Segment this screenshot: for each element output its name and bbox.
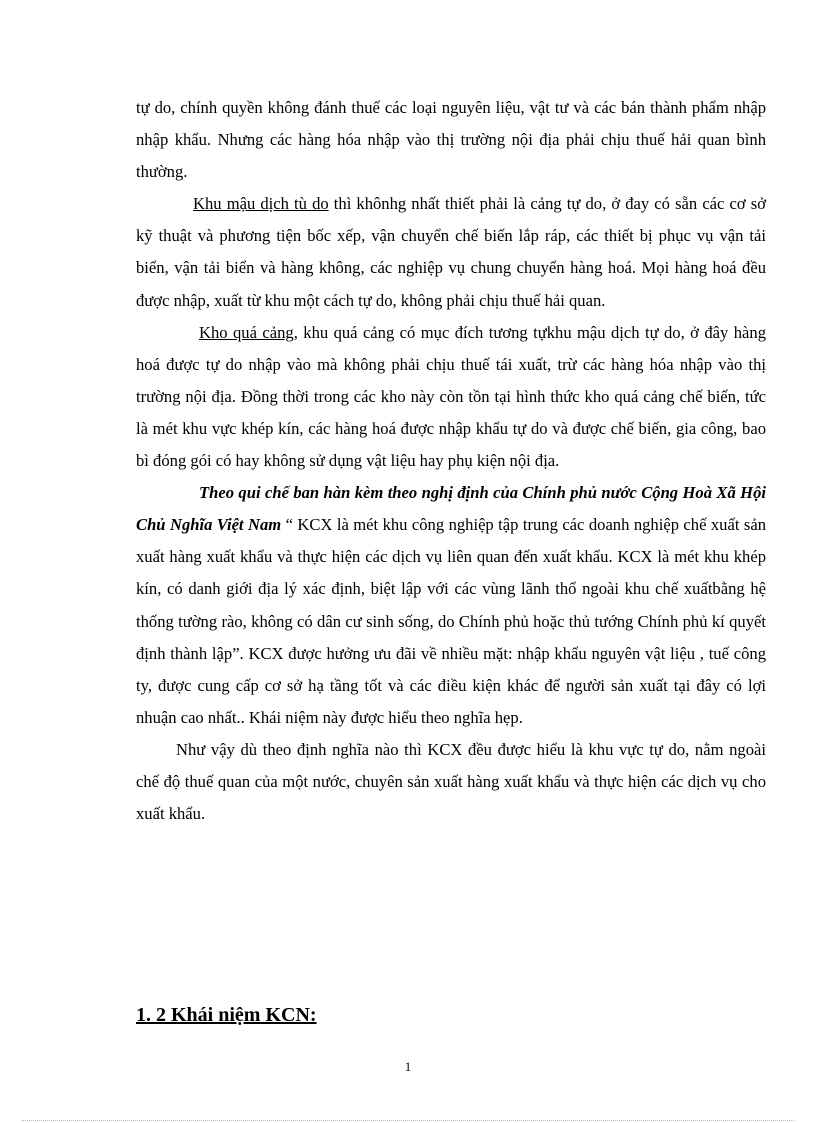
term-free-trade-zone: Khu mậu dịch tù do	[193, 194, 329, 214]
page-number: 1	[404, 1059, 412, 1074]
paragraph-regulation-definition	[136, 477, 766, 734]
paragraph-transit-warehouse	[136, 317, 766, 477]
paragraph-conclusion	[136, 734, 766, 830]
paragraph-free-port-tax	[136, 92, 766, 188]
term-transit-warehouse: Kho quá cảng	[199, 322, 294, 342]
paragraph-text: “ KCX là mét khu công nghiệp tập trung các doanh nghiệp chế xuất sản xuất hàng xuất khẩu và thực hiện các dịch vụ liên quan đến xuất khẩu. KCX là mét khu khép kín, có danh giới địa lý xác định, biệt lập với các vùng lãnh thổ ngoài khu chế xuấtbằng hệ thống tường rào, không có dân cư sinh sống, do Chính phủ hoặc thủ tướng Chính phủ kí quyết định thành lập”. KCX được hưởng ưu đãi về nhiều mặt: nhập khẩu nguyên vật liệu , tuế công ty, được cung cấp cơ sở hạ tầng tốt và các điều kiện khác để người sản xuất tại đây có lợi nhuận cao nhất.. Khái niệm này được hiểu theo nghĩa hẹp.	[136, 515, 766, 727]
section-heading: 1. 2 Khái niệm KCN:	[136, 1004, 317, 1026]
paragraph-text: Như vậy dù theo định nghĩa nào thì KCX đều được hiểu là khu vực tự do, nằm ngoài chế độ thuế quan của một nước, chuyên sản xuất hàng xuất khẩu và thực hiện các dịch vụ cho xuất khẩu.	[136, 739, 766, 824]
page-break-divider	[22, 1120, 794, 1121]
paragraph-text: , khu quá cảng có mục đích tương tựkhu mậu dịch tự do, ở đây hàng hoá được tự do nhập vào mà không phải chịu thuế tái xuất, trừ các hàng hóa nhập vào thị trường nội địa. Đồng thời trong các kho này còn tồn tại hình thức kho quá cảng chế biến, tức là mét khu vực khép kín, các hàng hoá được nhập khẩu tự do và được chế biến, gia công, bao bì đóng gói có hay không sử dụng vật liệu hay phụ kiện nội địa.	[136, 322, 766, 471]
paragraph-text: tự do, chính quyền không đánh thuế các loại nguyên liệu, vật tư và các bán thành phẩm nhập nhập khẩu. Nhưng các hàng hóa nhập vào thị trường nội địa phải chịu thuế hải quan bình thường.	[136, 98, 766, 182]
regulation-reference: Theo qui chế ban hàn kèm theo nghị định của Chính phủ nước Cộng Hoà Xã Hội Chủ Nghĩa Việt Nam	[136, 483, 766, 535]
paragraph-text: thì khônhg nhất thiết phải là cảng tự do, ở đay có sẵn các cơ sở kỹ thuật và phương tiện bốc xếp, vận chuyển chế biến lắp ráp, các thiết bị phục vụ vận tải biển, vận tải biển và hàng không, các nghiệp vụ chung chuyển hàng hoá. Mọi hàng hoá đều được nhập, xuất từ khu một cách tự do, không phải chịu thuế hải quan.	[136, 194, 767, 310]
body-text	[136, 92, 766, 830]
paragraph-free-trade-zone	[136, 188, 766, 316]
